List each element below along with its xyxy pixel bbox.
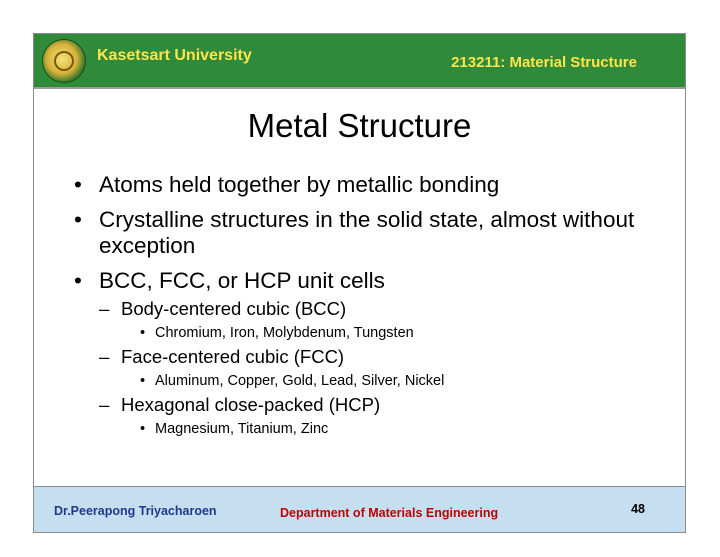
university-name: Kasetsart University [97,47,252,64]
dash-icon: – [99,346,110,367]
bullet-dot-icon: • [74,172,82,197]
kasetsart-seal-icon [42,39,86,83]
footer-bar [34,487,685,532]
department-name: Department of Materials Engineering [280,506,499,520]
course-title: 213211: Material Structure [451,54,637,71]
sub-bullet-text: Face-centered cubic (FCC) [121,346,345,367]
slide-content [70,172,670,442]
sub-bullet-item [70,298,670,320]
bullet-dot-icon: • [140,373,146,389]
dash-icon: – [99,298,110,319]
detail-text: Aluminum, Copper, Gold, Lead, Silver, Nickel [155,373,445,389]
sub-bullet-text: Hexagonal close-packed (HCP) [121,394,381,415]
dash-icon: – [99,394,110,415]
detail-text: Magnesium, Titanium, Zinc [155,421,329,437]
bullet-item [70,268,670,294]
bullet-dot-icon: • [74,207,82,232]
header-divider [34,87,685,89]
header-bar [34,34,685,87]
bullet-text: BCC, FCC, or HCP unit cells [99,268,385,293]
detail-bullet-item [70,324,670,342]
bullet-item [70,207,670,259]
bullet-dot-icon: • [140,421,146,437]
sub-bullet-text: Body-centered cubic (BCC) [121,298,347,319]
slide-title: Metal Structure [247,107,472,144]
bullet-item [70,172,670,198]
slide [33,33,686,533]
bullet-dot-icon: • [140,325,146,341]
page-number: 48 [631,502,645,516]
author-name: Dr.Peerapong Triyacharoen [54,504,217,518]
bullet-text: Atoms held together by metallic bonding [99,172,500,197]
bullet-text: Crystalline structures in the solid state, almost without exception [99,207,635,258]
detail-bullet-item [70,372,670,390]
sub-bullet-item [70,394,670,416]
detail-text: Chromium, Iron, Molybdenum, Tungsten [155,325,414,341]
detail-bullet-item [70,420,670,438]
bullet-dot-icon: • [74,268,82,293]
sub-bullet-item [70,346,670,368]
